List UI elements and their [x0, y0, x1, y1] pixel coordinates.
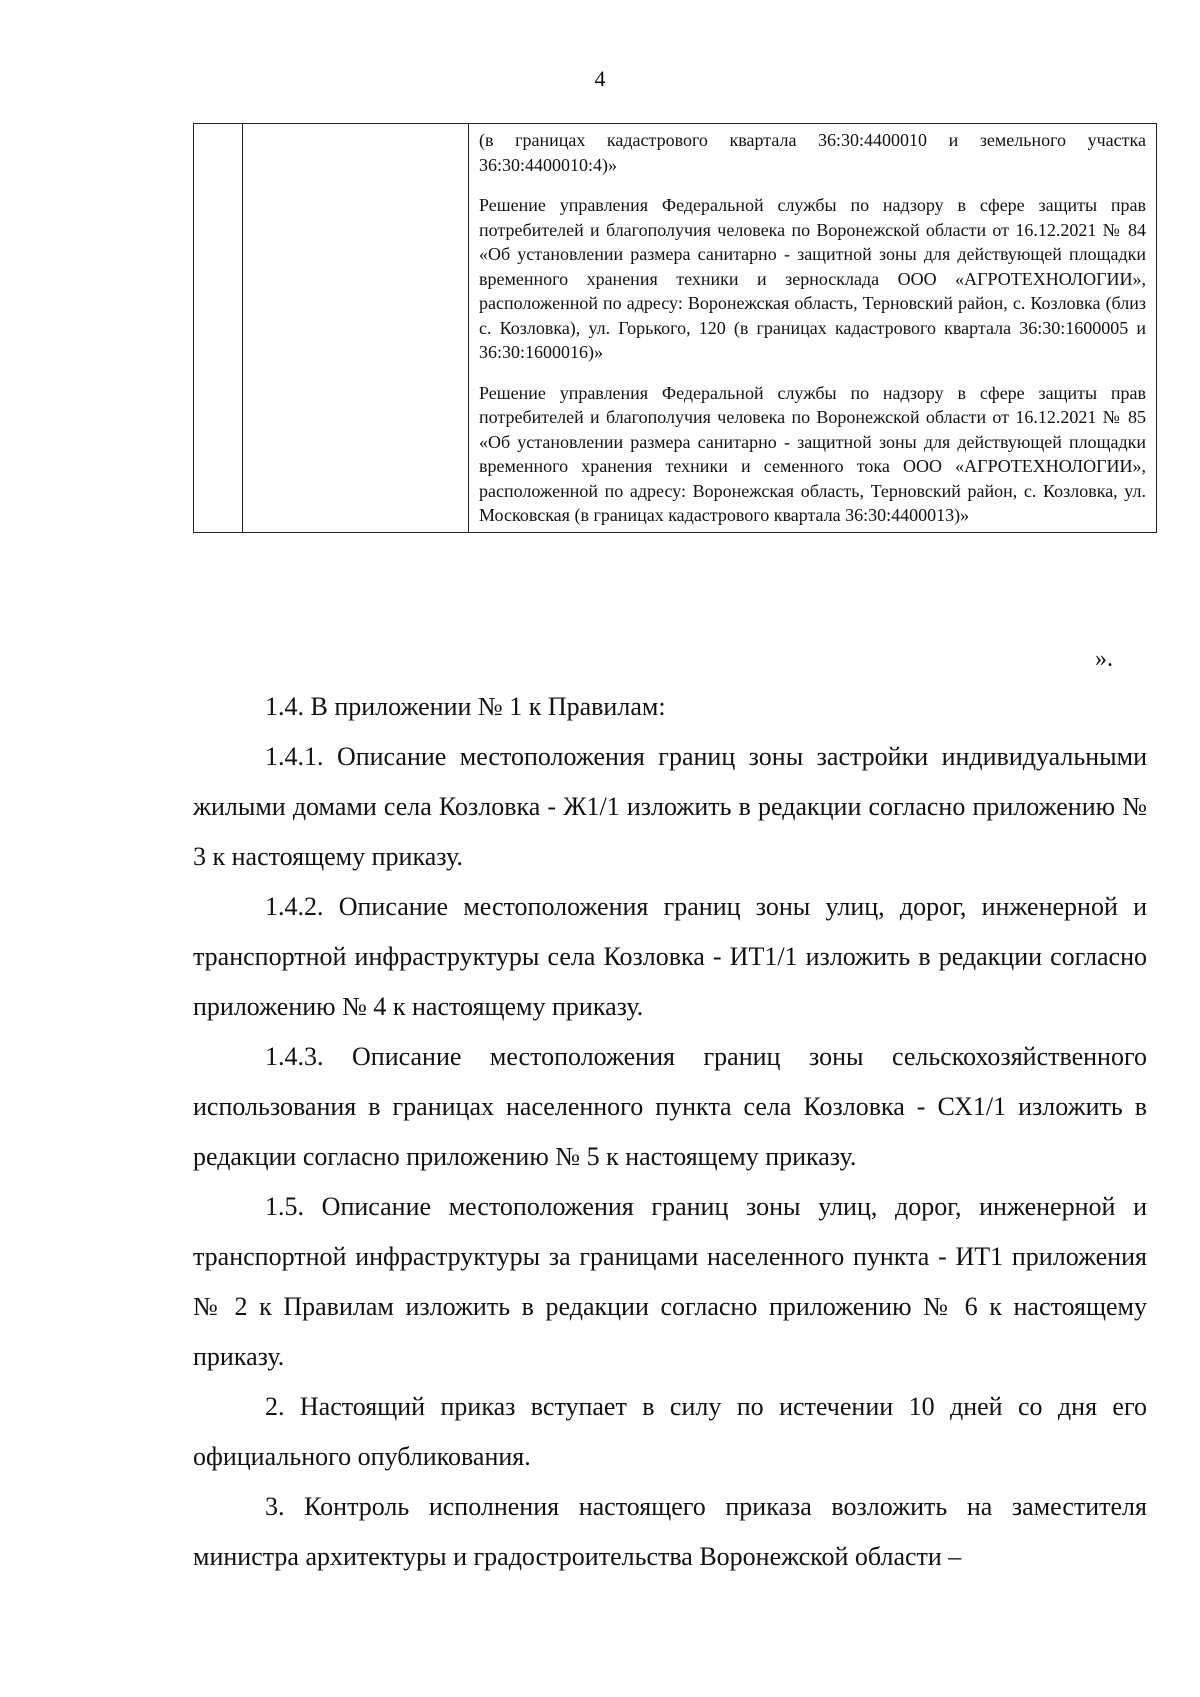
zones-table [193, 123, 1157, 533]
page-number: 4 [594, 66, 606, 91]
closing-quote: ». [1095, 646, 1113, 672]
paragraph-3: 3. Контроль исполнения настоящего приказа возложить на заместителя министра архитектуры и градостроительства Воронежской области – [193, 1492, 1147, 1571]
paragraph-1-4-2: 1.4.2. Описание местоположения границ зоны улиц, дорог, инженерной и транспортной инфраструктуры села Козловка - ИТ1/1 изложить в редакции согласно приложению № 4 к настоящему приказу. [193, 892, 1147, 1021]
paragraph-1-5: 1.5. Описание местоположения границ зоны улиц, дорог, инженерной и транспортной инфраструктуры за границами населенного пункта - ИТ1 приложения № 2 к Правилам изложить в редакции согласно приложению № 6 к настоящему приказу. [193, 1192, 1147, 1371]
table-row [194, 124, 1157, 533]
table-cell-paragraph: (в границах кадастрового квартала 36:30:4400010 и земельного участка 36:30:4400010:4)» [479, 130, 1146, 175]
table-cell-paragraph: Решение управления Федеральной службы по надзору в сфере защиты прав потребителей и благополучия человека по Воронежской области от 16.12.2021 № 85 «Об установлении размера санитарно - защитной зоны для действующей площадки временного хранения техники и семенного тока ООО «АГРОТЕХНОЛОГИИ», расположенной по адресу: Воронежская область, Терновский район, с. Козловка, ул. Московская (в границах кадастрового квартала 36:30:4400013)» [479, 382, 1146, 525]
table-cell-paragraph: Решение управления Федеральной службы по надзору в сфере защиты прав потребителей и благополучия человека по Воронежской области от 16.12.2021 № 84 «Об установлении размера санитарно - защитной зоны для действующей площадки временного хранения техники и зерносклада ООО «АГРОТЕХНОЛОГИИ», расположенной по адресу: Воронежская область, Терновский район, с. Козловка (близ с. Козловка), ул. Горького, 120 (в границах кадастрового квартала 36:30:1600005 и 36:30:1600016)» [479, 195, 1146, 362]
document-body [193, 682, 1147, 1582]
paragraph-1-4-3: 1.4.3. Описание местоположения границ зоны сельскохозяйственного использования в границах населенного пункта села Козловка - СХ1/1 изложить в редакции согласно приложению № 5 к настоящему приказу. [193, 1042, 1147, 1171]
table-cell-zone [243, 124, 469, 533]
paragraph-1-4-1: 1.4.1. Описание местоположения границ зоны застройки индивидуальными жилыми домами села Козловка - Ж1/1 изложить в редакции согласно приложению № 3 к настоящему приказу. [193, 742, 1147, 871]
paragraph-2: 2. Настоящий приказ вступает в силу по истечении 10 дней со дня его официального опубликования. [193, 1392, 1147, 1471]
table-cell-documents [469, 124, 1157, 533]
table-cell-number [194, 124, 243, 533]
paragraph-1-4: 1.4. В приложении № 1 к Правилам: [265, 692, 666, 721]
